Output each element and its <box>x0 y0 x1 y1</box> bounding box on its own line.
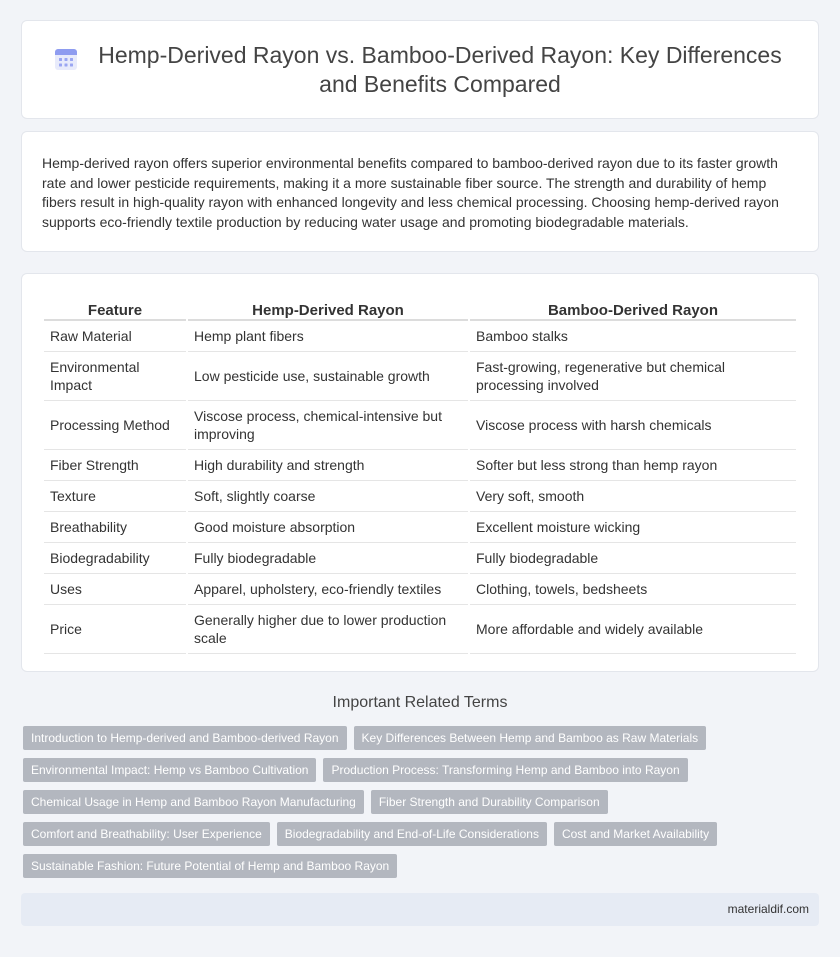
related-term-tag[interactable]: Comfort and Breathability: User Experience <box>23 822 270 846</box>
bamboo-cell: Clothing, towels, bedsheets <box>470 574 796 605</box>
intro-card <box>21 131 819 252</box>
feature-cell: Environmental Impact <box>44 352 186 401</box>
feature-cell: Biodegradability <box>44 543 186 574</box>
related-term-tag[interactable]: Key Differences Between Hemp and Bamboo as Raw Materials <box>354 726 707 750</box>
column-header-bamboo: Bamboo-Derived Rayon <box>470 295 796 321</box>
related-term-tag[interactable]: Biodegradability and End-of-Life Considerations <box>277 822 547 846</box>
title-card <box>21 20 819 119</box>
hemp-cell: High durability and strength <box>188 450 468 481</box>
table-row <box>44 401 796 450</box>
feature-cell: Uses <box>44 574 186 605</box>
bamboo-cell: Fully biodegradable <box>470 543 796 574</box>
feature-cell: Price <box>44 605 186 654</box>
hemp-cell: Low pesticide use, sustainable growth <box>188 352 468 401</box>
bamboo-cell: Viscose process with harsh chemicals <box>470 401 796 450</box>
table-row <box>44 352 796 401</box>
column-header-feature: Feature <box>44 295 186 321</box>
feature-cell: Breathability <box>44 512 186 543</box>
related-terms-list <box>23 726 763 886</box>
related-term-tag[interactable]: Introduction to Hemp-derived and Bamboo-derived Rayon <box>23 726 347 750</box>
bamboo-cell: Bamboo stalks <box>470 321 796 352</box>
feature-cell: Processing Method <box>44 401 186 450</box>
bamboo-cell: More affordable and widely available <box>470 605 796 654</box>
related-term-tag[interactable]: Cost and Market Availability <box>554 822 717 846</box>
related-term-tag[interactable]: Chemical Usage in Hemp and Bamboo Rayon Manufacturing <box>23 790 364 814</box>
comparison-table-card <box>21 273 819 672</box>
table-row <box>44 321 796 352</box>
hemp-cell: Viscose process, chemical-intensive but improving <box>188 401 468 450</box>
feature-cell: Raw Material <box>44 321 186 352</box>
column-header-hemp: Hemp-Derived Rayon <box>188 295 468 321</box>
comparison-table <box>42 295 798 654</box>
footer-site-link[interactable]: materialdif.com <box>727 902 809 916</box>
related-term-tag[interactable]: Sustainable Fashion: Future Potential of Hemp and Bamboo Rayon <box>23 854 397 878</box>
hemp-cell: Fully biodegradable <box>188 543 468 574</box>
table-row <box>44 543 796 574</box>
feature-cell: Fiber Strength <box>44 450 186 481</box>
bamboo-cell: Excellent moisture wicking <box>470 512 796 543</box>
hemp-cell: Hemp plant fibers <box>188 321 468 352</box>
hemp-cell: Generally higher due to lower production scale <box>188 605 468 654</box>
page-title: Hemp-Derived Rayon vs. Bamboo-Derived Rayon: Key Differences and Benefits Compared <box>98 41 782 97</box>
table-row <box>44 481 796 512</box>
intro-paragraph: Hemp-derived rayon offers superior environmental benefits compared to bamboo-derived rayon due to its faster growth rate and lower pesticide requirements, making it a more sustainable fiber source. The strength and durability of hemp fibers result in high-quality rayon with enhanced longevity and less chemical processing. Choosing hemp-derived rayon supports eco-friendly textile production by reducing water usage and promoting biodegradable materials. <box>42 155 779 230</box>
related-term-tag[interactable]: Environmental Impact: Hemp vs Bamboo Cultivation <box>23 758 316 782</box>
table-row <box>44 605 796 654</box>
feature-cell: Texture <box>44 481 186 512</box>
table-row <box>44 574 796 605</box>
table-header-row <box>44 295 796 321</box>
bamboo-cell: Very soft, smooth <box>470 481 796 512</box>
footer-bar <box>21 893 819 926</box>
bamboo-cell: Softer but less strong than hemp rayon <box>470 450 796 481</box>
related-term-tag[interactable]: Fiber Strength and Durability Comparison <box>371 790 608 814</box>
hemp-cell: Soft, slightly coarse <box>188 481 468 512</box>
bamboo-cell: Fast-growing, regenerative but chemical processing involved <box>470 352 796 401</box>
table-row <box>44 512 796 543</box>
related-term-tag[interactable]: Production Process: Transforming Hemp and Bamboo into Rayon <box>323 758 687 782</box>
table-row <box>44 450 796 481</box>
hemp-cell: Apparel, upholstery, eco-friendly textiles <box>188 574 468 605</box>
related-terms-heading: Important Related Terms <box>332 694 508 711</box>
hemp-cell: Good moisture absorption <box>188 512 468 543</box>
